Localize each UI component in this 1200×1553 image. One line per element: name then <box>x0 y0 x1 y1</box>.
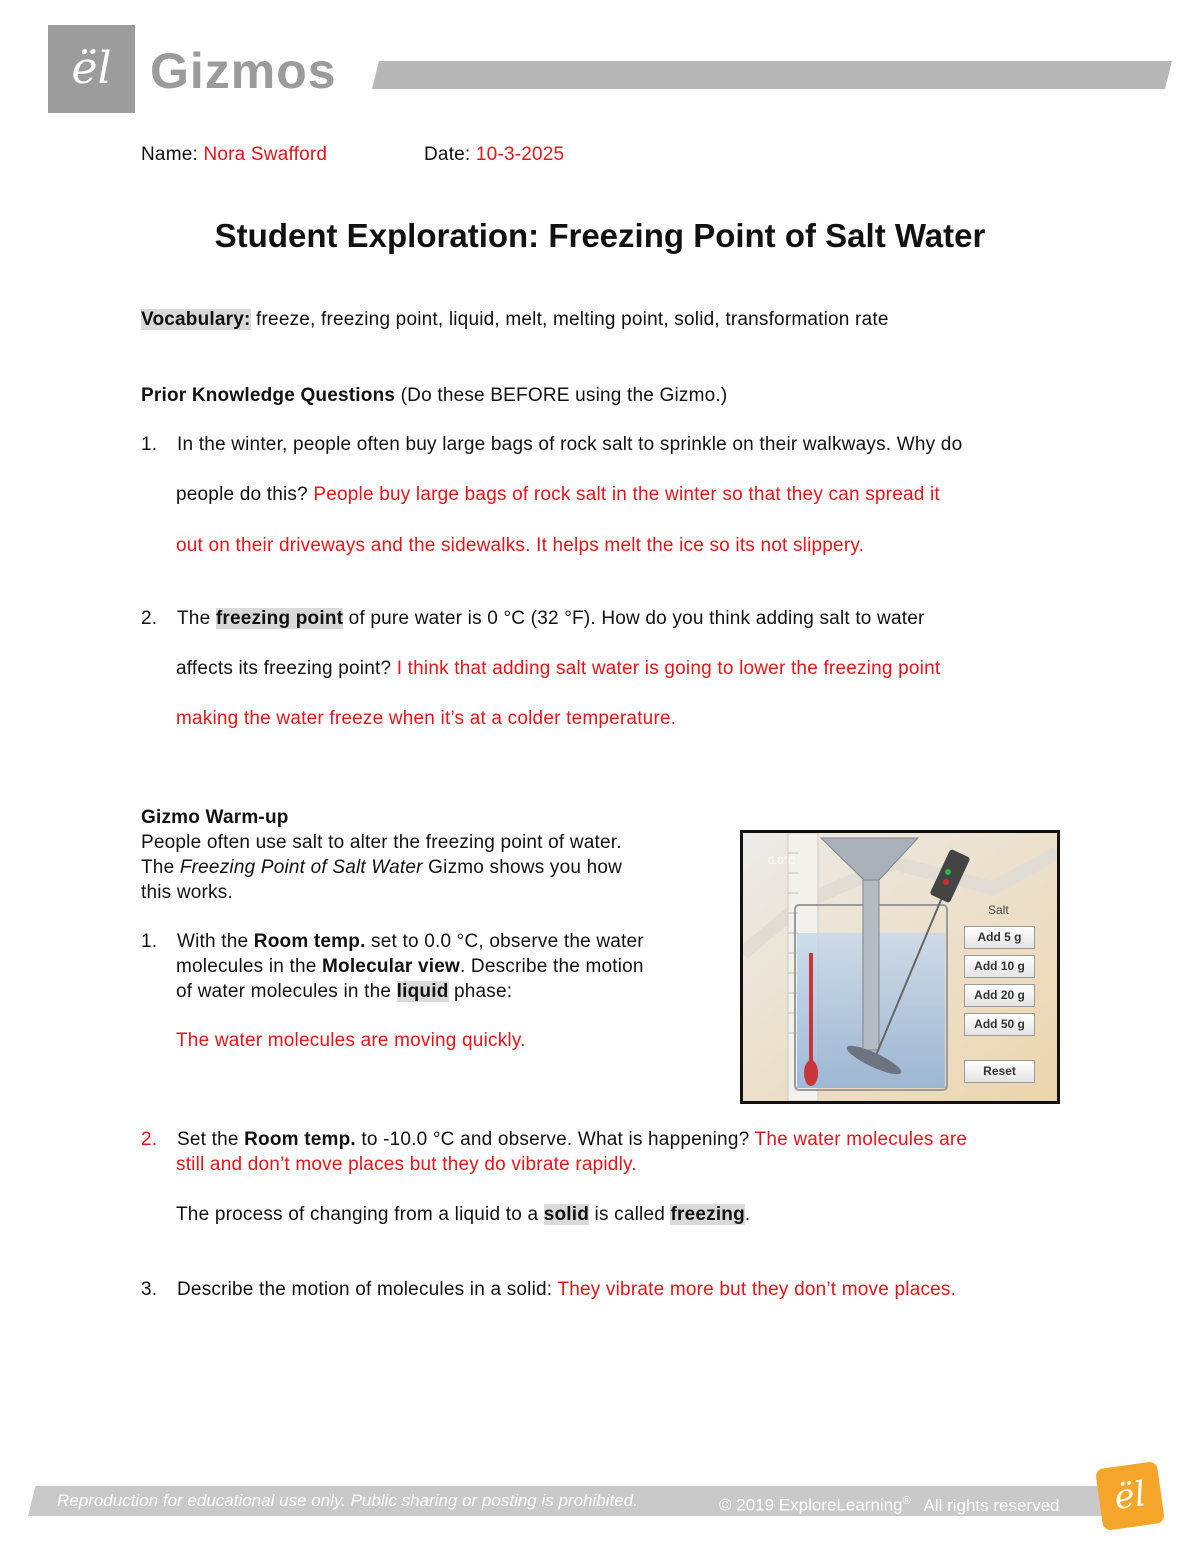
date-value: 10-3-2025 <box>475 144 565 165</box>
warmup-q2-answer-1: The water molecules are <box>754 1129 968 1150</box>
footer-copyright-text: © 2019 ExploreLearning <box>719 1495 903 1515</box>
prior-q1-answer-1: People buy large bags of rock salt in the winter so that they can spread it <box>313 484 940 505</box>
prior-q2-pre: The <box>177 608 211 629</box>
freezing-point-term: freezing point <box>215 608 344 629</box>
warmup-q1-answer: The water molecules are moving quickly. <box>176 1030 526 1051</box>
prior-q2-number: 2. <box>141 608 158 629</box>
warmup-q3-answer: They vibrate more but they don’t move places. <box>557 1279 957 1300</box>
warmup-q2-post: to -10.0 °C and observe. What is happening? <box>361 1129 750 1150</box>
vocabulary-label: Vocabulary: <box>141 309 251 330</box>
date-line <box>424 142 564 167</box>
warmup-q1-a-pre: With the <box>177 931 249 952</box>
salt-label: Salt <box>988 903 1009 917</box>
process-end: . <box>744 1204 751 1225</box>
warmup-q1-line3 <box>176 979 512 1004</box>
prior-q2-answer-1: I think that adding salt water is going to lower the freezing point <box>396 658 941 679</box>
warmup-q2-number: 2. <box>141 1129 158 1150</box>
warmup-q1-line2 <box>176 954 644 979</box>
add-50g-button[interactable]: Add 50 g <box>964 1013 1035 1036</box>
warmup-intro-2-post: Gizmo shows you how <box>428 857 623 878</box>
prior-q1-answer-2: out on their driveways and the sidewalks. It helps melt the ice so its not slippery. <box>176 535 865 556</box>
header-bar <box>372 61 1172 89</box>
warmup-q3-number: 3. <box>141 1279 158 1300</box>
reset-button[interactable]: Reset <box>964 1060 1035 1083</box>
warmup-q1-room-temp: Room temp. <box>253 931 366 952</box>
prior-knowledge-heading <box>141 383 727 408</box>
gizmo-simulation-image <box>740 830 1060 1104</box>
warmup-q2-answer-2: still and don’t move places but they do vibrate rapidly. <box>176 1154 637 1175</box>
warmup-q3-question: Describe the motion of molecules in a solid: <box>177 1279 553 1300</box>
warmup-q1-b-post: . Describe the motion <box>459 956 644 977</box>
date-label: Date: <box>424 144 471 165</box>
prior-q2-post: of pure water is 0 °C (32 °F). How do you think adding salt to water <box>348 608 925 629</box>
footer-notice: Reproduction for educational use only. Public sharing or posting is prohibited. <box>57 1491 638 1510</box>
explorelearning-logo: ël <box>48 25 135 113</box>
warmup-q1-molecular-view: Molecular view <box>321 956 460 977</box>
warmup-q1-line1 <box>141 929 644 954</box>
process-pre: The process of changing from a liquid to a <box>176 1204 539 1225</box>
gizmos-brand: Gizmos <box>150 43 337 99</box>
footer-rights: All rights reserved <box>923 1495 1060 1515</box>
vocabulary-line <box>141 307 889 332</box>
warmup-q3-line <box>141 1277 956 1302</box>
warmup-q2-pre: Set the <box>177 1129 239 1150</box>
footer-reg-mark: ® <box>902 1495 911 1507</box>
warmup-q1-number: 1. <box>141 931 158 952</box>
warmup-q1-c-pre: of water molecules in the <box>176 981 392 1002</box>
prior-q1-question-end: people do this? <box>176 484 308 505</box>
add-20g-button[interactable]: Add 20 g <box>964 984 1035 1007</box>
page-title: Student Exploration: Freezing Point of Salt Water <box>214 217 986 254</box>
explorelearning-badge: ël <box>1095 1461 1165 1531</box>
prior-q1-line1 <box>141 432 962 457</box>
prior-q2-question-end: affects its freezing point? <box>176 658 392 679</box>
warmup-heading: Gizmo Warm-up <box>141 807 289 828</box>
freezing-term: freezing <box>670 1204 745 1225</box>
warmup-q1-a-post: set to 0.0 °C, observe the water <box>371 931 644 952</box>
add-5g-button[interactable]: Add 5 g <box>964 926 1035 949</box>
process-mid: is called <box>594 1204 665 1225</box>
warmup-intro-3: this works. <box>141 882 233 903</box>
room-temp-readout: 0.0°C <box>768 855 796 867</box>
prior-q1-text: In the winter, people often buy large bags of rock salt to sprinkle on their walkways. Why do <box>177 434 963 455</box>
prior-q2-line1 <box>141 606 925 631</box>
warmup-intro-2 <box>141 855 622 880</box>
name-label: Name: <box>141 144 198 165</box>
warmup-gizmo-name: Freezing Point of Salt Water <box>179 857 423 878</box>
add-10g-button[interactable]: Add 10 g <box>964 955 1035 978</box>
warmup-intro-2-pre: The <box>141 857 175 878</box>
name-value: Nora Swafford <box>203 144 328 165</box>
prior-q2-line2 <box>176 656 940 681</box>
prior-q1-number: 1. <box>141 434 158 455</box>
liquid-term: liquid <box>396 981 449 1002</box>
warmup-q2-line1 <box>141 1127 967 1152</box>
prior-heading-text: Prior Knowledge Questions <box>141 385 396 406</box>
warmup-q1-b-pre: molecules in the <box>176 956 317 977</box>
name-line <box>141 142 327 167</box>
prior-heading-note: (Do these BEFORE using the Gizmo.) <box>400 385 728 406</box>
warmup-q1-c-post: phase: <box>454 981 513 1002</box>
solid-term: solid <box>543 1204 590 1225</box>
prior-q1-line2 <box>176 482 940 507</box>
warmup-q2-room-temp: Room temp. <box>244 1129 356 1150</box>
footer-copyright <box>719 1489 1060 1518</box>
vocabulary-terms: freeze, freezing point, liquid, melt, melting point, solid, transformation rate <box>256 309 889 330</box>
warmup-intro-1: People often use salt to alter the freezing point of water. <box>141 832 622 853</box>
process-sentence <box>176 1202 750 1227</box>
prior-q2-answer-2: making the water freeze when it’s at a colder temperature. <box>176 708 677 729</box>
